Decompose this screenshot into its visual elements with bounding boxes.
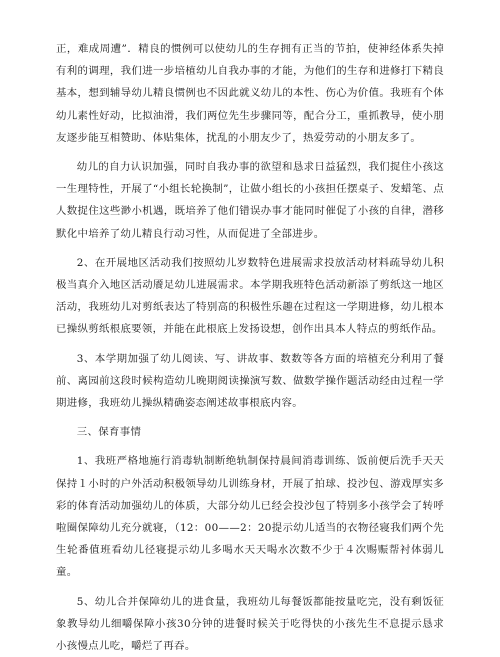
section-heading-care: 三、保育事情 bbox=[76, 426, 142, 439]
paragraph-reading: 3、本学期加强了幼儿阅读、写、讲故事、数数等各方面的培植充分利用了餐前、离园前这段时候构造幼儿晚期阅读操演写数、做数学操作题活动经由过程一学期进修，我班幼儿操纵精确姿态阐述故事根底内容。 bbox=[56, 352, 444, 410]
paragraph-habits: 正，难成周遭”．精良的惯例可以使幼儿的生存拥有正当的节拍，使神经体系失掉有利的调理，我们进一步培植幼儿自我办事的才能，为他们的生存和进修打下精良基本，想到辅导幼儿精良惯例也不因此就义幼儿的本性、伤心为价值。我班有个体幼儿素性好动，比拟油滑，我们两位先生步骤同等，配合分工，重抓教导，使小朋友逐步能互相赞助、体贴集体，扰乱的小朋友少了，热爱劳动的小朋友多了。 bbox=[56, 43, 444, 144]
paragraph-area-activities: 2、在开展地区活动我们按照幼儿岁数特色进展需求投放活动材料疏导幼儿积极当真介入地区活动餍足幼儿进展需求。本学期我班特色活动新添了剪纸这一地区活动，我班幼儿对剪纸表达了特别高的积极性乐趣在过程这一学期进修，幼儿根本已操纵剪纸根底要领，并能在此根底上发扬设想，创作出具本人特点的剪纸作品。 bbox=[56, 256, 444, 336]
paragraph-hygiene: 1、我班严格地施行消毒轨制断绝轨制保持晨间消毒训练、饭前便后洗手天天保持１小时的户外活动积极领导幼儿训练身材，开展了拍球、投沙包、游戏厚实多彩的体育活动加强幼儿的体质，大部分幼儿已经会投沙包了特别多小孩学会了转呼啦圈保障幼儿充分就寝，（12：00——2：20提示幼儿适当的衣物径寝我们两个先生轮番值班看幼儿径寝提示幼儿多喝水天天喝水次数不少于４次赐赈帮衬体弱儿童。 bbox=[56, 455, 444, 579]
paragraph-self-service: 幼儿的自力认识加强，同时自我办事的欲望和恳求日益猛烈，我们捉住小孩这一生理特性，开展了“小组长轮换制”，让做小组长的小孩担任摆桌子、发蜡笔、点人数捉住这些渺小机遇，既培养了他们错误办事才能同时催促了小孩的自律，潜移默化中培养了幼儿精良行动习性，从而促进了全部进步。 bbox=[56, 161, 444, 240]
paragraph-meals: 5、幼儿合并保障幼儿的进食量，我班幼儿每餐饭都能按量吃完，没有剩饭征象教导幼儿细嚼保障小孩30分钟的进餐时候关于吃得快的小孩先生不息提示恳求小孩慢点儿吃，嚼烂了再吞。 bbox=[56, 595, 444, 653]
